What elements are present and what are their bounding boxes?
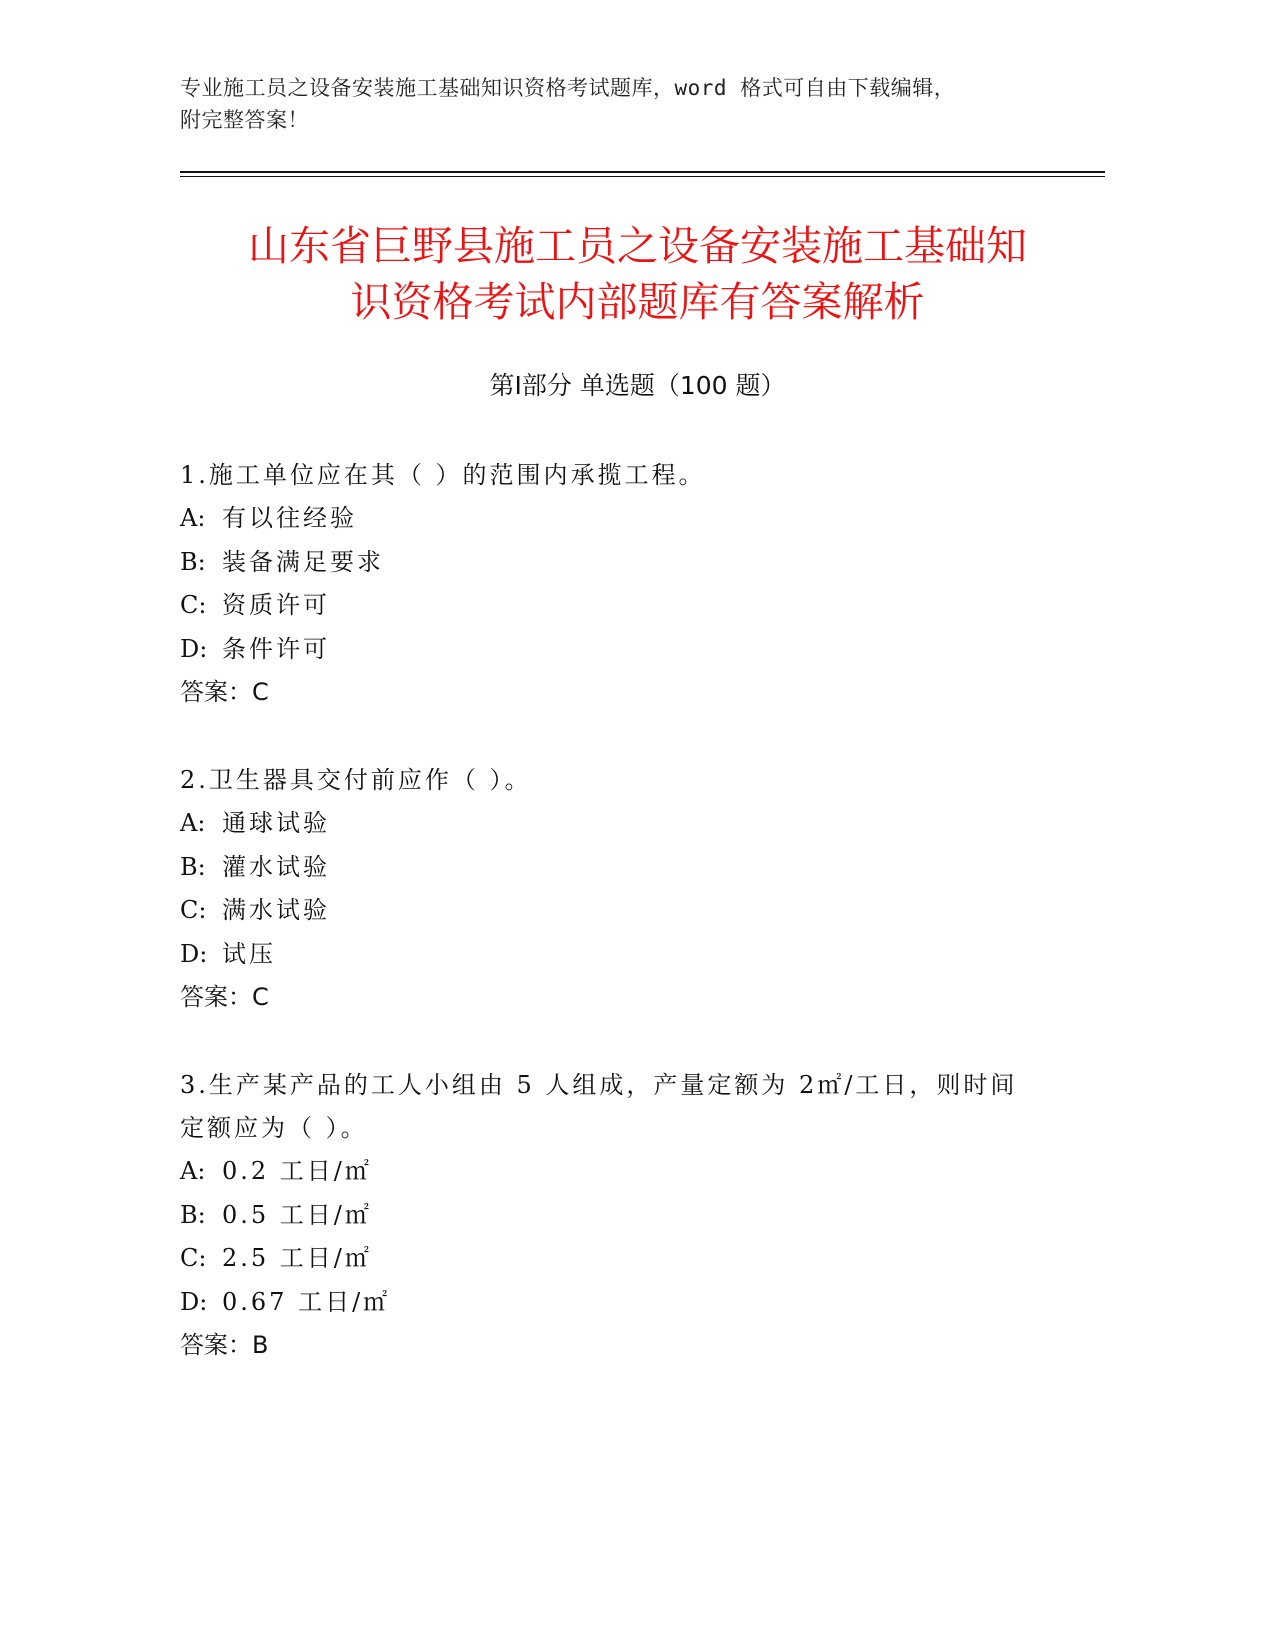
option-text: 装备满足要求: [222, 547, 384, 576]
option-letter: B:: [180, 547, 206, 576]
option-letter: A:: [180, 1157, 206, 1185]
question-stem-line-1: 3.生产某产品的工人小组由 5 人组成，产量定额为 2㎡/工日，则时间: [180, 1071, 1018, 1099]
option-d: [180, 1281, 1060, 1325]
option-a: [180, 802, 1060, 846]
header-note-line-1: 专业施工员之设备安装施工基础知识资格考试题库，word 格式可自由下载编辑，: [180, 76, 956, 100]
option-letter: B:: [180, 852, 206, 881]
header-note: [180, 72, 1080, 136]
question-3: [180, 1064, 1060, 1368]
header-divider-thin: [180, 176, 1105, 177]
option-letter: D:: [180, 939, 208, 968]
section-heading: 第Ⅰ部分 单选题（100 题）: [489, 371, 786, 400]
header-note-line-2: 附完整答案！: [180, 108, 309, 132]
option-letter: D:: [180, 1287, 208, 1316]
option-b: [180, 541, 1060, 585]
option-letter: A:: [180, 809, 206, 837]
option-text: 2.5 工日/㎡: [222, 1244, 372, 1272]
question-1: [180, 454, 1060, 715]
question-2: [180, 759, 1060, 1020]
option-text: 试压: [222, 939, 276, 968]
option-text: 资质许可: [222, 591, 330, 619]
option-d: [180, 933, 1060, 977]
option-letter: C:: [180, 896, 207, 924]
question-stem: 1.施工单位应在其（ ）的范围内承揽工程。: [180, 461, 706, 489]
document-title: [150, 218, 1125, 330]
option-letter: D:: [180, 634, 208, 663]
answer: 答案：B: [180, 1331, 269, 1359]
option-text: 有以往经验: [222, 504, 357, 532]
question-stem: 2.卫生器具交付前应作（ ）。: [180, 766, 532, 794]
answer: 答案：C: [180, 678, 269, 706]
document-title-line-2: 识资格考试内部题库有答案解析: [350, 278, 925, 326]
option-a: [180, 1150, 1060, 1194]
option-c: [180, 1237, 1060, 1281]
option-letter: A:: [180, 504, 206, 532]
option-letter: C:: [180, 1244, 207, 1272]
option-text: 通球试验: [222, 809, 330, 837]
option-b: [180, 1194, 1060, 1238]
option-b: [180, 846, 1060, 890]
question-stem-line-2: 定额应为（ ）。: [180, 1114, 368, 1142]
header-divider-thick: [180, 171, 1105, 173]
option-text: 0.67 工日/㎡: [222, 1287, 391, 1316]
option-text: 条件许可: [222, 634, 330, 663]
option-a: [180, 497, 1060, 541]
option-text: 0.2 工日/㎡: [222, 1157, 372, 1185]
option-letter: C:: [180, 591, 207, 619]
option-d: [180, 628, 1060, 672]
option-text: 满水试验: [222, 896, 330, 924]
option-text: 0.5 工日/㎡: [222, 1200, 372, 1229]
answer: 答案：C: [180, 983, 269, 1011]
option-text: 灌水试验: [222, 852, 330, 881]
option-letter: B:: [180, 1200, 206, 1229]
option-c: [180, 889, 1060, 933]
option-c: [180, 584, 1060, 628]
document-title-line-1: 山东省巨野县施工员之设备安装施工基础知: [248, 222, 1027, 270]
